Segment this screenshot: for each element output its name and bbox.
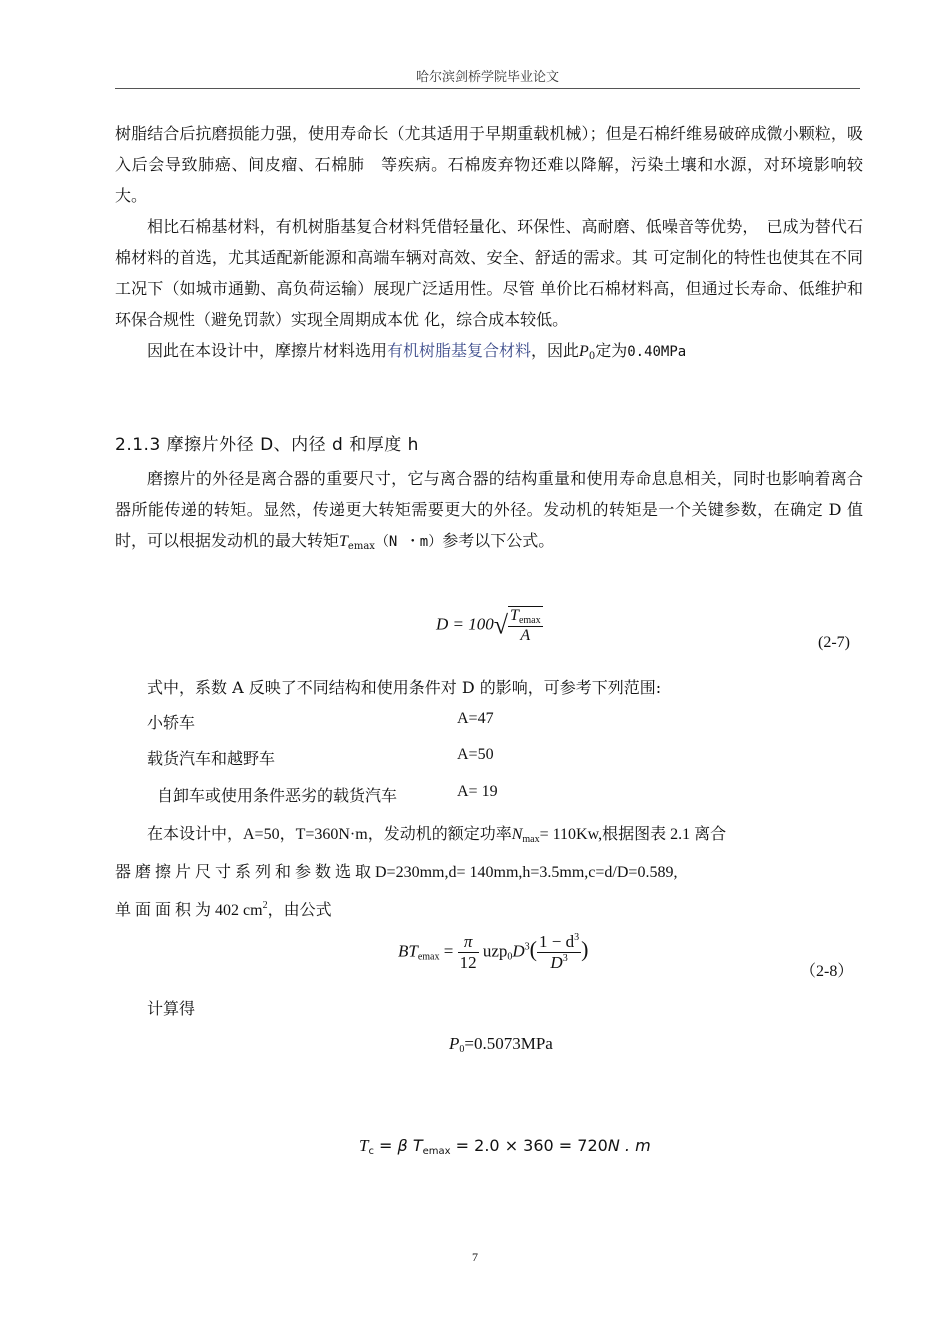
num-superscript: 3 [574, 932, 580, 943]
fraction-numerator [508, 607, 543, 627]
right-paren: ) [581, 936, 589, 962]
equation-2-8 [398, 932, 588, 973]
symbol-n: N [511, 826, 523, 843]
equation-term: = β T [373, 1136, 423, 1155]
paragraph-resin-advantages: 相比石棉基材料，有机树脂基复合材料凭借轻量化、环保性、高耐磨、低噪音等优势， 已成为替代石棉材料的首选，尤其适配新能源和高端车辆对高效、安全、舒适的需求。其 可定制化的特性也使其在不同工况下（如城市通勤、高负荷运输）展现广泛适用性。尽管 单价比石棉材料高，但通过长寿命、低维护和环保合规性（避免罚款）实现全周期成本优 化，综合成本较低。 [115, 217, 863, 329]
equation-number-2-8: （2-8） [800, 963, 854, 980]
symbol-t: T [359, 1136, 369, 1155]
header-divider [115, 88, 860, 89]
den-superscript: 3 [562, 953, 568, 964]
sqrt-sign: √ [493, 610, 509, 640]
table-row-label: 小轿车 [147, 713, 196, 732]
equals-sign: = [443, 941, 454, 961]
page-number: 7 [472, 1250, 478, 1264]
equation-tc-result [359, 1136, 651, 1157]
paragraph-outer-diameter [115, 463, 863, 562]
num-subscript: emax [518, 615, 541, 626]
term-subscript: emax [422, 1146, 451, 1157]
fraction-denominator: A [520, 627, 531, 644]
symbol-p: P [579, 343, 589, 360]
equation-number-2-7: (2-7) [818, 634, 850, 651]
symbol-subscript: emax [347, 541, 375, 552]
equation-p0-result [449, 1034, 553, 1055]
symbol-subscript: max [522, 834, 540, 845]
term-subscript: 0 [507, 951, 513, 963]
paragraph-asbestos-drawbacks: 树脂结合后抗磨损能力强，使用寿命长（尤其适用于早期重载机械）；但是石棉纤维易破碎成微小颗粒，吸入后会导致肺癌、间皮瘤、石棉肺 等疾病。石棉废弃物还难以降解，污染土壤和水源，对环境影响较大。 [115, 124, 863, 205]
symbol-subscript: 0 [459, 1044, 465, 1055]
page-header: 哈尔滨剑桥学院毕业论文 [415, 70, 559, 85]
highlighted-material: 有机树脂基复合材料 [387, 341, 532, 360]
pi-fraction [458, 932, 479, 973]
equation-lhs: BT [398, 941, 418, 961]
text-fragment: 因此在本设计中，摩擦片材料选用 [147, 341, 388, 360]
pressure-value: 0.40MPa [627, 344, 687, 360]
params-line-2: 器 磨 擦 片 尺 寸 系 列 和 参 数 选 取 D=230mm,d= 140mm,h=3.5mm,c=d/D=0.589, [115, 864, 678, 881]
text-fragment: 参考以下公式。 [442, 531, 555, 550]
paragraph-coefficient-note: 式中，系数 A 反映了不同结构和使用条件对 D 的影响，可参考下列范围: [147, 678, 662, 697]
params-line-3 [115, 889, 863, 927]
text-fragment: 单 面 面 积 为 402 cm [115, 902, 263, 919]
equation-term: uzp [482, 941, 508, 961]
table-row-label: 自卸车或使用条件恶劣的载货汽车 [157, 786, 398, 805]
body-text-block [115, 118, 863, 372]
symbol-t: T [339, 533, 348, 550]
table-row-value: A= 19 [457, 783, 498, 800]
den-text: D [550, 953, 563, 972]
left-paren: ( [529, 936, 537, 962]
text-fragment: = 110Kw,根据图表 2.1 离合 [539, 826, 727, 843]
num-symbol: T [510, 607, 519, 624]
text-fragment: ，因此 [531, 341, 580, 360]
d-superscript: 3 [524, 941, 530, 953]
fraction-numerator: π [458, 932, 479, 953]
equation-2-7 [436, 606, 543, 645]
table-row-value: A=50 [457, 746, 494, 763]
params-line-1 [115, 818, 863, 856]
symbol-subscript: c [368, 1146, 374, 1157]
calc-label: 计算得 [147, 999, 196, 1018]
result-value: =0.5073MPa [464, 1034, 553, 1053]
sqrt-fraction [508, 606, 543, 645]
text-fragment: ，由公式 [267, 902, 332, 919]
paren-fraction [537, 932, 581, 973]
equation-lhs: D = 100 [436, 614, 494, 634]
fraction-numerator [537, 932, 581, 953]
paragraph-design-params [115, 818, 863, 927]
equation-d: D [512, 941, 525, 961]
body-text-block-2 [115, 463, 863, 562]
area-superscript: 2 [262, 900, 268, 911]
text-fragment: 磨擦片的外径是离合器的重要尺寸，它与离合器的结构重量和使用寿命息息相关，同时也影响着离合器所能传递的转矩。显然，传递更大转矩需要更大的外径。发动机的转矩是一个关键参数，在确定 D 值时，可以根据发动机的最大转矩 [115, 469, 863, 550]
section-heading: 2.1.3 摩擦片外径 D、内径 d 和厚度 h [115, 435, 419, 455]
fraction-denominator: 12 [459, 953, 477, 972]
symbol-p: P [449, 1034, 460, 1053]
paragraph-material-choice [115, 335, 863, 372]
table-row-label: 载货汽车和越野车 [147, 749, 276, 768]
text-fragment: 在本设计中，A=50，T=360N·m，发动机的额定功率 [147, 826, 512, 843]
unit-text: （N ・m） [374, 534, 443, 550]
unit-text: N . m [607, 1136, 651, 1155]
text-fragment: 定为 [595, 341, 628, 360]
symbol-subscript: 0 [588, 351, 596, 362]
lhs-subscript: emax [417, 951, 440, 963]
table-row-value: A=47 [457, 710, 494, 727]
fraction-denominator [537, 953, 581, 973]
num-text: 1 − d [539, 932, 575, 951]
result-value: = 2.0 × 360 = 720 [450, 1136, 608, 1155]
